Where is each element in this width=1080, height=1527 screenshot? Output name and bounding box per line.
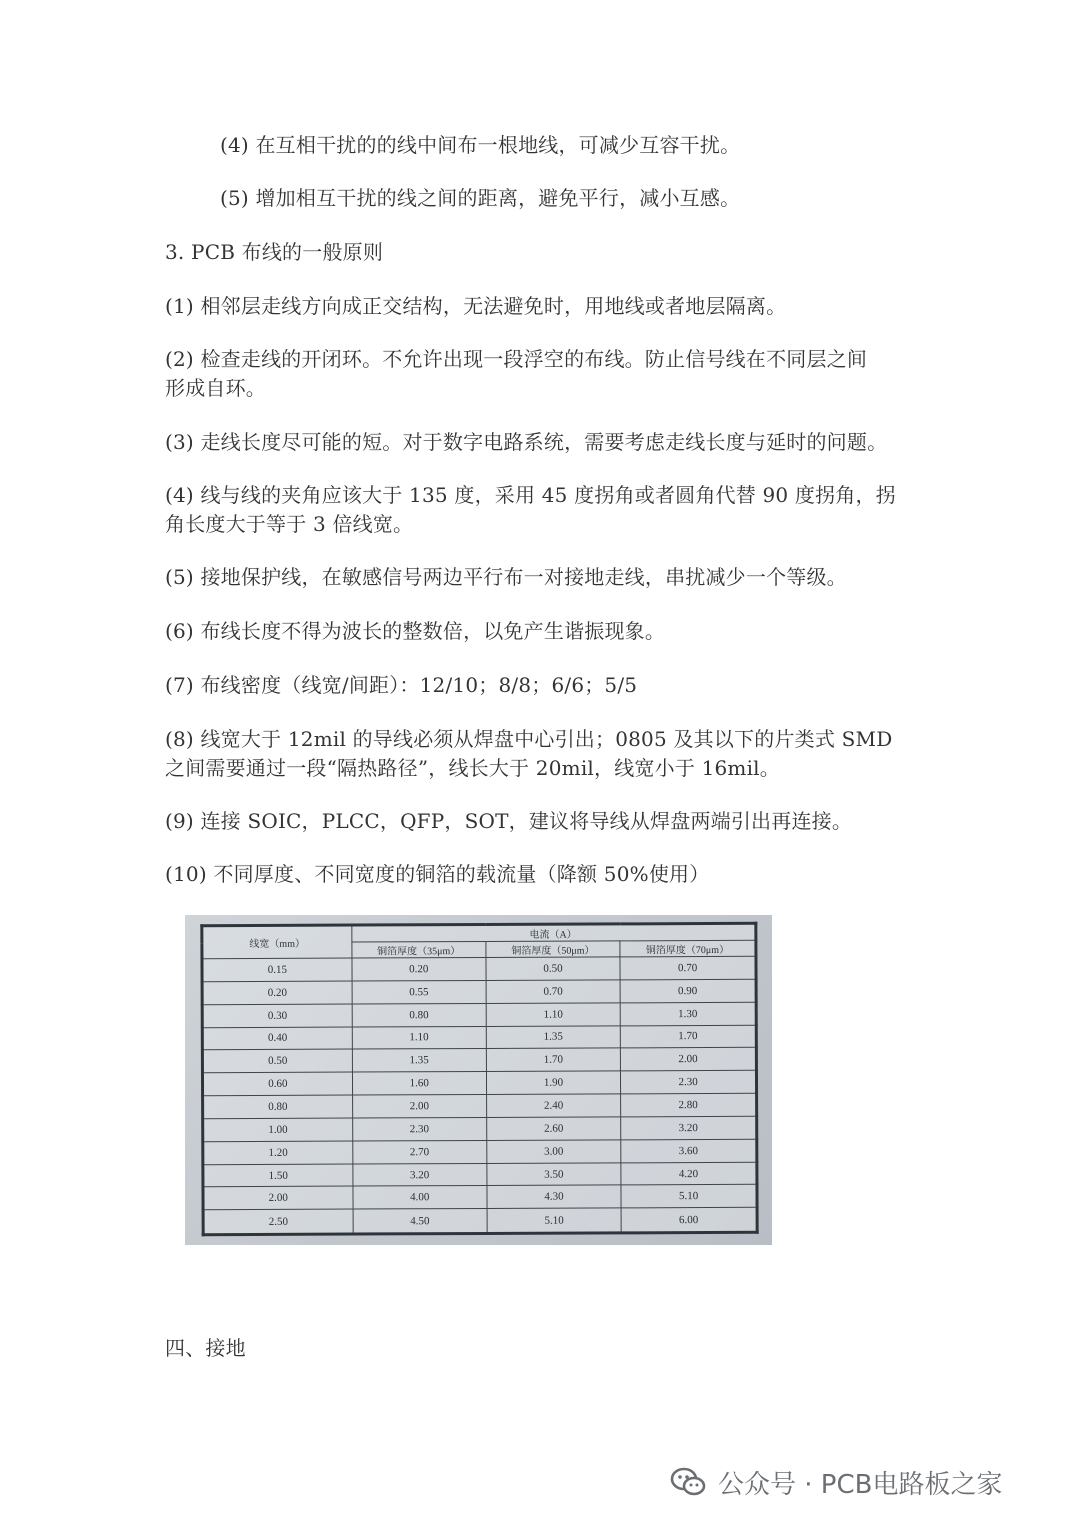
table-cell: 1.50 — [203, 1164, 353, 1187]
table-cell: 2.00 — [352, 1095, 486, 1118]
rule-9: (9) 连接 SOIC，PLCC，QFP，SOT，建议将导线从焊盘两端引出再连接。 — [165, 809, 853, 833]
table-cell: 0.15 — [202, 958, 352, 981]
subheader-50um: 铜箔厚度（50μm） — [486, 941, 620, 958]
table-cell: 2.30 — [352, 1117, 486, 1140]
table-cell: 0.50 — [486, 957, 620, 980]
table-cell: 3.00 — [487, 1140, 621, 1163]
subheader-35um: 铜箔厚度（35μm） — [351, 941, 485, 958]
table-row — [203, 1093, 757, 1118]
table-cell: 2.70 — [352, 1140, 486, 1163]
table-cell: 0.60 — [202, 1072, 352, 1095]
table-cell: 0.30 — [202, 1004, 352, 1027]
paragraph-item-4: (4) 在互相干扰的的线中间布一根地线，可减少互容干扰。 — [220, 133, 741, 157]
table-cell: 0.80 — [203, 1095, 353, 1118]
watermark-text: 公众号 · PCB电路板之家 — [718, 1469, 1003, 1500]
rule-8-line-2: 之间需要通过一段“隔热路径”，线长大于 20mil，线宽小于 16mil。 — [165, 756, 780, 780]
table-row — [202, 956, 756, 981]
rule-10: (10) 不同厚度、不同宽度的铜箔的载流量（降额 50%使用） — [165, 862, 710, 886]
table-row — [202, 1025, 756, 1050]
header-line-width: 线宽（mm） — [202, 925, 352, 959]
table-row — [203, 1208, 757, 1235]
table-row — [203, 1116, 757, 1141]
table-cell: 1.60 — [352, 1072, 486, 1095]
table-cell: 1.10 — [486, 1003, 620, 1026]
section-heading-grounding: 四、接地 — [165, 1336, 246, 1360]
table-cell: 1.30 — [620, 1002, 756, 1025]
table-cell: 1.20 — [203, 1141, 353, 1164]
table-cell: 2.40 — [486, 1094, 620, 1117]
table-cell: 2.60 — [487, 1117, 621, 1140]
table-cell: 1.90 — [486, 1071, 620, 1094]
table-row — [203, 1185, 757, 1210]
table-cell: 4.20 — [621, 1162, 757, 1185]
table-cell: 2.50 — [203, 1209, 353, 1234]
rule-4-line-2: 角长度大于等于 3 倍线宽。 — [165, 512, 414, 536]
rule-6: (6) 布线长度不得为波长的整数倍，以免产生谐振现象。 — [165, 619, 666, 643]
table-row — [202, 1048, 756, 1073]
table-cell: 5.10 — [621, 1185, 757, 1208]
rule-1: (1) 相邻层走线方向成正交结构，无法避免时，用地线或者地层隔离。 — [165, 294, 787, 318]
rule-4-line-1: (4) 线与线的夹角应该大于 135 度，采用 45 度拐角或者圆角代替 90 度拐角，拐 — [165, 483, 896, 507]
table-cell: 4.30 — [487, 1185, 621, 1208]
rule-2-line-2: 形成自环。 — [165, 376, 266, 400]
table-cell: 5.10 — [487, 1208, 621, 1233]
table-cell: 0.90 — [620, 979, 756, 1002]
table-cell: 4.50 — [353, 1209, 487, 1234]
table-cell: 1.00 — [203, 1118, 353, 1141]
table-cell: 3.20 — [352, 1163, 486, 1186]
table-cell: 2.00 — [620, 1048, 756, 1071]
table-cell: 1.70 — [620, 1025, 756, 1048]
watermark — [670, 1462, 1002, 1502]
table-cell: 3.20 — [621, 1116, 757, 1139]
table-cell: 0.70 — [486, 980, 620, 1003]
section-heading-3: 3. PCB 布线的一般原则 — [165, 240, 384, 264]
table-row — [203, 1162, 757, 1187]
table-cell: 0.80 — [352, 1003, 486, 1026]
current-capacity-table — [200, 922, 758, 1236]
table-cell: 3.50 — [487, 1162, 621, 1185]
table-row — [202, 979, 756, 1004]
table-row — [202, 1071, 756, 1096]
table-cell: 1.10 — [352, 1026, 486, 1049]
rule-8-line-1: (8) 线宽大于 12mil 的导线必须从焊盘中心引出；0805 及其以下的片类式 SMD — [165, 727, 893, 751]
table-row — [202, 1002, 756, 1027]
rule-5: (5) 接地保护线，在敏感信号两边平行布一对接地走线，串扰减少一个等级。 — [165, 565, 847, 589]
table-cell: 2.00 — [203, 1186, 353, 1209]
table-cell: 2.80 — [621, 1093, 757, 1116]
table-cell: 0.50 — [202, 1049, 352, 1072]
current-capacity-table-photo — [185, 915, 772, 1245]
subheader-70um: 铜箔厚度（70μm） — [620, 940, 756, 957]
table-cell: 0.20 — [202, 981, 352, 1004]
table-body — [202, 956, 757, 1234]
table-cell: 1.35 — [486, 1025, 620, 1048]
table-cell: 2.30 — [621, 1071, 757, 1094]
rule-2-line-1: (2) 检查走线的开闭环。不允许出现一段浮空的布线。防止信号线在不同层之间 — [165, 347, 868, 371]
rule-3: (3) 走线长度尽可能的短。对于数字电路系统，需要考虑走线长度与延时的问题。 — [165, 430, 888, 454]
table-cell: 0.70 — [620, 956, 756, 979]
table-cell: 1.70 — [486, 1048, 620, 1071]
table-cell: 1.35 — [352, 1049, 486, 1072]
table-cell: 6.00 — [621, 1208, 757, 1233]
table-row — [203, 1139, 757, 1164]
table-cell: 3.60 — [621, 1139, 757, 1162]
table-cell: 0.40 — [202, 1027, 352, 1050]
header-current: 电流（A） — [351, 923, 755, 942]
table-cell: 0.55 — [352, 980, 486, 1003]
table-cell: 4.00 — [353, 1186, 487, 1209]
wechat-icon — [670, 1467, 706, 1497]
paragraph-item-5: (5) 增加相互干扰的线之间的距离，避免平行，减小互感。 — [220, 186, 741, 210]
table-cell: 0.20 — [352, 957, 486, 980]
rule-7: (7) 布线密度（线宽/间距）：12/10；8/8；6/6；5/5 — [165, 673, 638, 697]
